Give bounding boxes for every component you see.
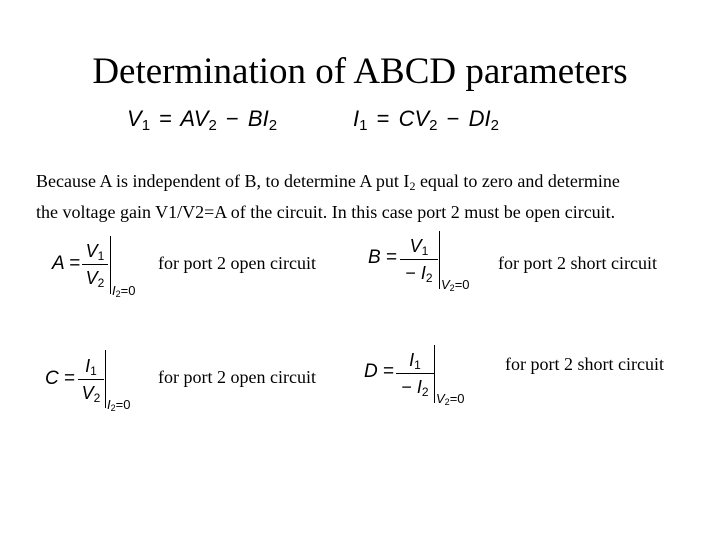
paragraph-line-1-start: Because A is independent of B, to determine A put I — [36, 171, 410, 191]
param-b-evaluation-bar — [439, 231, 440, 289]
param-a-den-sub: 2 — [97, 276, 105, 290]
param-d-den-var: I — [416, 377, 422, 397]
param-b-num-sub: 1 — [421, 244, 429, 258]
param-d-den-sub: 2 — [421, 385, 429, 399]
param-b-condition: $V_2=0$ — [441, 277, 470, 293]
param-c-lhs: C = — [45, 368, 76, 389]
eq1-term-b-sub: 2 — [268, 117, 278, 134]
param-a-cond-var: I — [112, 283, 116, 298]
param-a-denominator — [82, 267, 108, 294]
param-d-cond-val: 0 — [457, 391, 465, 406]
param-a-condition: $I_2=0$ — [112, 283, 136, 299]
param-d-fraction-bar — [396, 373, 434, 374]
param-a-cond-sub: 2 — [115, 289, 121, 299]
paragraph-line-1-end: equal to zero and determine — [415, 171, 620, 191]
paragraph-line-1-sub: 2 — [409, 179, 416, 193]
param-a-num-var: V — [85, 241, 98, 261]
param-a-note: for port 2 open circuit — [158, 253, 316, 273]
param-a-num-sub: 1 — [97, 249, 105, 263]
eq1-term-b: BI — [247, 106, 269, 131]
param-c-cond-sub: 2 — [110, 403, 116, 413]
param-c-symbol: C — [45, 368, 59, 389]
param-c-den-sub: 2 — [93, 391, 101, 405]
param-c-fraction-bar — [78, 379, 104, 380]
param-a-fraction-bar — [82, 264, 108, 265]
eq1-lhs: V — [127, 106, 142, 131]
param-d-num-sub: 1 — [414, 358, 421, 372]
paragraph-line-2: the voltage gain V1/V2=A of the circuit. In this case port 2 must be open circuit. — [36, 202, 616, 222]
paragraph-line-1 — [36, 168, 696, 199]
param-d-evaluation-bar — [434, 345, 435, 403]
param-a-symbol: A — [52, 253, 64, 274]
equation-voltage — [127, 104, 277, 141]
param-c-num-var: I — [85, 356, 91, 376]
param-a-den-var: V — [85, 268, 98, 288]
param-b-num-var: V — [409, 236, 422, 256]
param-c-numerator — [78, 355, 104, 382]
eq1-minus: − — [225, 106, 239, 131]
param-d-cond-sub: 2 — [444, 397, 450, 407]
eq2-lhs: I — [353, 106, 360, 131]
param-b-cond-sub: 2 — [449, 283, 455, 293]
eq2-term-b: DI — [468, 106, 491, 131]
param-d-lhs: D = — [364, 361, 395, 382]
param-d-denominator — [396, 376, 434, 403]
param-b-cond-var: V — [441, 277, 450, 292]
equation-current — [353, 104, 499, 141]
eq2-term-a-sub: 2 — [429, 117, 438, 134]
eq2-minus: − — [446, 106, 460, 131]
param-a-cond-val: 0 — [128, 283, 136, 298]
param-c-num-sub: 1 — [90, 364, 97, 378]
param-b-denominator — [400, 262, 438, 289]
param-d-cond-var: V — [436, 391, 445, 406]
param-c-cond-var: I — [107, 397, 111, 412]
eq1-equals: = — [159, 106, 173, 131]
param-d-note: for port 2 short circuit — [505, 354, 664, 374]
param-b-lhs: B = — [368, 247, 398, 268]
param-b-den-var: I — [420, 263, 426, 283]
param-c-denominator — [78, 382, 104, 409]
eq1-lhs-sub: 1 — [141, 117, 151, 134]
slide-title: Determination of ABCD parameters — [92, 51, 628, 92]
param-c-note: for port 2 open circuit — [158, 367, 316, 387]
param-d-condition: $V_2=0$ — [436, 391, 465, 407]
param-a-evaluation-bar — [110, 236, 111, 294]
param-a-lhs: A = — [52, 253, 81, 274]
eq2-lhs-sub: 1 — [359, 117, 368, 134]
param-a-numerator — [82, 240, 108, 267]
param-c-den-var: V — [81, 383, 94, 403]
param-c-cond-val: 0 — [123, 397, 131, 412]
param-b-numerator — [402, 235, 436, 262]
eq2-term-b-sub: 2 — [490, 117, 499, 134]
eq1-term-a-sub: 2 — [208, 117, 217, 134]
param-b-den-sub: 2 — [425, 271, 433, 285]
eq2-term-a: CV — [398, 106, 430, 131]
param-b-cond-val: 0 — [462, 277, 470, 292]
param-d-den-sign: − — [401, 377, 412, 397]
param-d-numerator — [398, 349, 432, 376]
param-d-num-var: I — [409, 350, 415, 370]
param-c-condition: $I_2=0$ — [107, 397, 131, 413]
param-b-fraction-bar — [400, 259, 438, 260]
param-b-den-sign: − — [405, 263, 416, 283]
param-d-symbol: D — [364, 361, 378, 382]
eq1-term-a: AV — [180, 106, 209, 131]
param-b-note: for port 2 short circuit — [498, 253, 657, 273]
explanation-paragraph — [36, 168, 696, 225]
eq2-equals: = — [376, 106, 390, 131]
param-b-symbol: B — [368, 247, 381, 268]
param-c-evaluation-bar — [105, 350, 106, 408]
